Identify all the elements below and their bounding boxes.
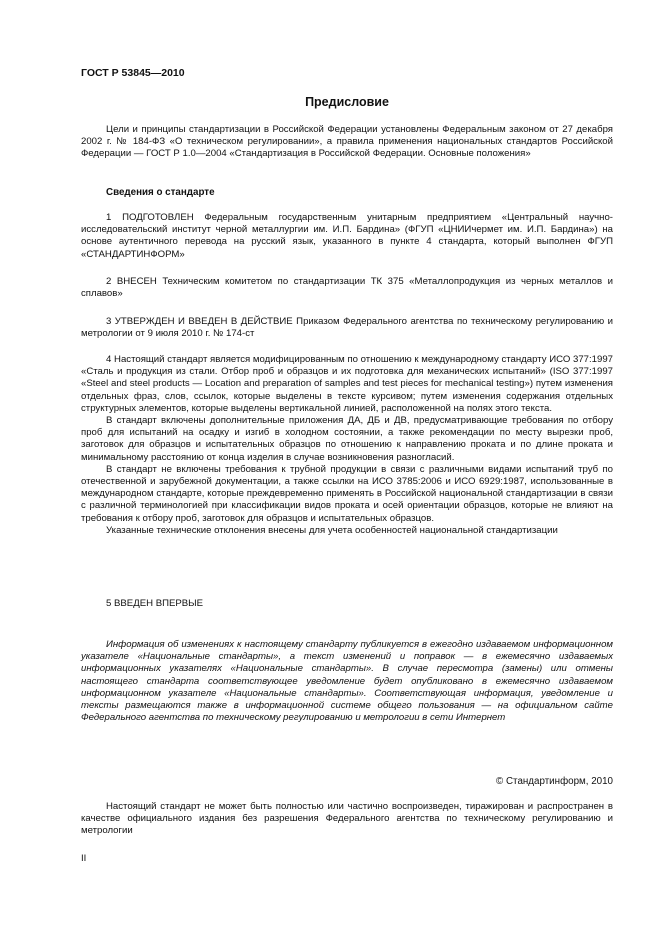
- item-3-paragraph: [81, 316, 613, 340]
- changes-notice-text: Информация об изменениях к настоящему стандарту публикуется в ежегодно издаваемом информационном указателе «Национальные стандарты», а текст изменений и поправок — в ежемесячно издаваемых информационных указателях «Национальные стандарты». В случае пересмотра (замены) или отмены настоящего стандарта соответствующее уведомление будет опубликовано в ежемесячно издаваемом информационном указателе «Национальные стандарты». Соответствующая информация, уведомление и тексты размещаются также в информационной системе общего пользования — на официальном сайте Федерального агентства по техническому регулированию и метрологии в сети Интернет: [81, 639, 613, 724]
- item-4-paragraph-1: 4 Настоящий стандарт является модифицированным по отношению к международному стандарту ИСО 377:1997 «Сталь и продукция из стали. Отбор проб и образцов и их подготовка для механических испытаний» (ISO 377:1997 «Steel and steel products — Location and preparation of samples and test pieces for mechanical testing») путем изменения отдельных фраз, слов, ссылок, которые выделены в тексте курсивом; путем изменения содержания отдельных структурных элементов, которые выделены вертикальной линией, расположенной на полях этого текста.: [81, 354, 613, 414]
- item-4-paragraph-4: Указанные технические отклонения внесены для учета особенностей национальной стандартизации: [106, 524, 558, 536]
- item-4-section: [81, 354, 613, 537]
- item-2-paragraph: [81, 276, 613, 300]
- changes-notice: [81, 639, 613, 724]
- item-3-text: 3 УТВЕРЖДЕН И ВВЕДЕН В ДЕЙСТВИЕ Приказом Федерального агентства по техническому регулированию и метрологии от 9 июля 2010 г. № 174-ст: [81, 316, 613, 340]
- item-2-text: 2 ВНЕСЕН Техническим комитетом по стандартизации ТК 375 «Металлопродукция из черных металлов и сплавов»: [81, 276, 613, 300]
- item-4-paragraph-2: В стандарт включены дополнительные приложения ДА, ДБ и ДВ, предусматривающие требования по отбору проб для испытаний на осадку и изгиб в холодном состоянии, а также рекомендации по месту вырезки проб, заготовок для образцов и испытательных образцов по отношению к направлению проката и по длине проката и минимальному расстоянию от конца изделия в случае возникновения разногласий.: [81, 415, 613, 463]
- item-1-paragraph: [81, 212, 613, 261]
- copyright: © Стандартинформ, 2010: [496, 776, 613, 787]
- item-5-text: 5 ВВЕДЕН ВПЕРВЫЕ: [106, 598, 204, 609]
- item-4-paragraph-3: В стандарт не включены требования к трубной продукции в связи с различными видами испытаний труб по отечественной и зарубежной документации, а также ссылки на ИСО 3785:2006 и ИСО 6929:1987, использованные в международном стандарте, которые преждевременно применять в Российской национальной стандартизации в связи с различной терминологией при классификации видов проката и осей ориентации образцов, которые не влияют на требования к отбору проб, заготовок для образцов и испытательных образцов.: [81, 463, 613, 524]
- item-5-paragraph: [81, 598, 613, 610]
- info-heading: Сведения о стандарте: [106, 187, 215, 198]
- page-number: II: [81, 853, 87, 864]
- page-title: Предисловие: [305, 95, 389, 109]
- restriction-paragraph: [81, 801, 613, 838]
- item-1-text: 1 ПОДГОТОВЛЕН Федеральным государственным унитарным предприятием «Центральный научно-исследовательский институт черной металлургии им. И.П. Бардина» (ФГУП «ЦНИИчермет им. И.П. Бардина») на основе аутентичного перевода на русский язык, указанного в пункте 4 стандарта, который выполнен ФГУП «СТАНДАРТИНФОРМ»: [81, 212, 613, 260]
- intro-text: Цели и принципы стандартизации в Российской Федерации установлены Федеральным законом от 27 декабря 2002 г. № 184-ФЗ «О техническом регулировании», а правила применения национальных стандартов Российской Федерации — ГОСТ Р 1.0—2004 «Стандартизация в Российской Федерации. Основные положения»: [81, 124, 613, 160]
- document-id-header: ГОСТ Р 53845—2010: [81, 67, 185, 79]
- intro-paragraph: [81, 124, 613, 161]
- restriction-text: Настоящий стандарт не может быть полностью или частично воспроизведен, тиражирован и распространен в качестве официального издания без разрешения Федерального агентства по техническому регулированию и метрологии: [81, 801, 613, 837]
